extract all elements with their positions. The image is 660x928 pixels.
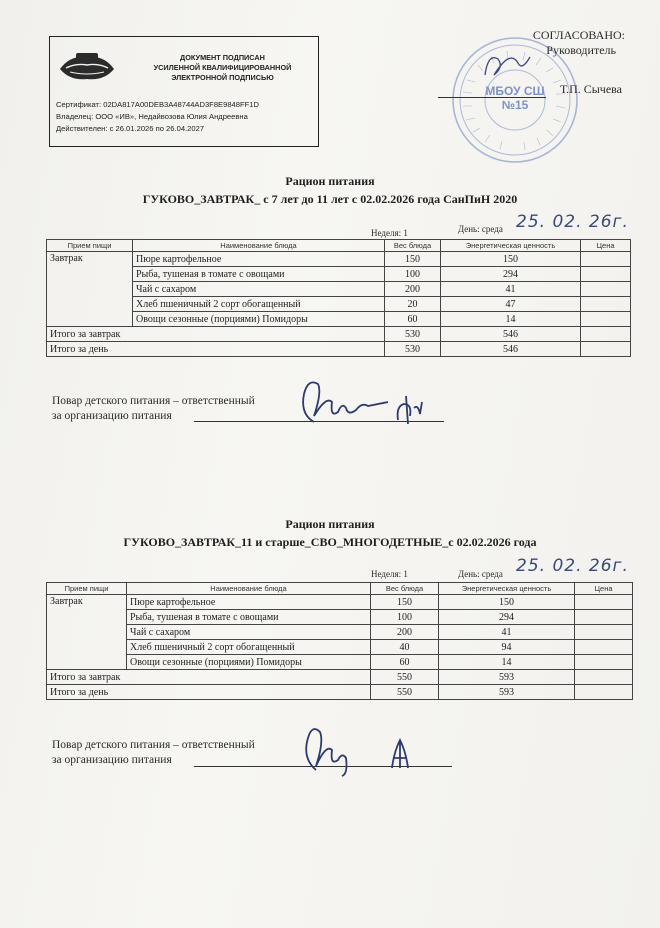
footer-line2: за организацию питания (52, 754, 172, 766)
table-row (47, 252, 631, 267)
approval-agreed: СОГЛАСОВАНО: (532, 28, 625, 42)
total-weight: 550 (371, 685, 439, 700)
energy-cell: 14 (441, 312, 581, 327)
total-row (47, 327, 631, 342)
total-row (47, 685, 633, 700)
price-cell (575, 640, 633, 655)
total-weight: 530 (385, 342, 441, 357)
dish-cell: Рыба, тушеная в томате с овощами (127, 610, 371, 625)
menu2-title: Рацион питания (285, 517, 375, 531)
total-energy: 593 (439, 685, 575, 700)
footer-line1: Повар детского питания – ответственный (52, 395, 255, 407)
certificate-owner: Владелец: ООО «ИВ», Недайвозова Юлия Андреевна (56, 112, 248, 121)
weight-cell: 100 (385, 267, 441, 282)
menu1-cook-signature (292, 372, 442, 432)
energy-cell: 47 (441, 297, 581, 312)
menu1-handwritten-date: 25. 02. 26г. (516, 212, 629, 232)
table-row (47, 625, 633, 640)
column-header: Вес блюда (371, 583, 439, 595)
menu2-footer (52, 738, 255, 768)
table-header-row (47, 583, 633, 595)
price-cell (581, 282, 631, 297)
table-row (47, 312, 631, 327)
table-row (47, 640, 633, 655)
price-cell (581, 297, 631, 312)
company-logo (56, 51, 118, 85)
dish-cell: Чай с сахаром (127, 625, 371, 640)
dish-cell: Чай с сахаром (133, 282, 385, 297)
total-energy: 546 (441, 327, 581, 342)
column-header: Цена (581, 240, 631, 252)
total-price (575, 685, 633, 700)
price-cell (581, 252, 631, 267)
menu1-footer (52, 394, 255, 424)
dish-cell: Пюре картофельное (133, 252, 385, 267)
weight-cell: 40 (371, 640, 439, 655)
menu2-subtitle: ГУКОВО_ЗАВТРАК_11 и старше_СВО_МНОГОДЕТНЫЕ_с 02.02.2026 года (123, 535, 537, 549)
energy-cell: 41 (441, 282, 581, 297)
dish-cell: Овощи сезонные (порциями) Помидоры (127, 655, 371, 670)
column-header: Прием пищи (47, 583, 127, 595)
energy-cell: 294 (441, 267, 581, 282)
column-header: Наименование блюда (133, 240, 385, 252)
price-cell (575, 595, 633, 610)
column-header: Вес блюда (385, 240, 441, 252)
energy-cell: 294 (439, 610, 575, 625)
table-row (47, 297, 631, 312)
table-row (47, 267, 631, 282)
column-header: Наименование блюда (127, 583, 371, 595)
certificate-id: Сертификат: 02DA817A00DEB3A48744AD3F8E9848FF1D (56, 100, 259, 109)
column-header: Прием пищи (47, 240, 133, 252)
total-label: Итого за завтрак (47, 327, 385, 342)
total-price (581, 342, 631, 357)
meal-cell: Завтрак (47, 252, 133, 327)
dish-cell: Пюре картофельное (127, 595, 371, 610)
certificate-details (56, 99, 318, 135)
approval-signature-line (438, 97, 546, 98)
energy-cell: 150 (441, 252, 581, 267)
table-row (47, 595, 633, 610)
weight-cell: 200 (385, 282, 441, 297)
price-cell (575, 655, 633, 670)
menu2-cook-signature (296, 718, 446, 778)
total-label: Итого за завтрак (47, 670, 371, 685)
table-row (47, 610, 633, 625)
approval-name: Т.П. Сычева (559, 82, 622, 96)
approval-role: Руководитель (546, 43, 616, 57)
price-cell (575, 625, 633, 640)
table-row (47, 655, 633, 670)
weight-cell: 150 (385, 252, 441, 267)
menu1-day: День: среда (458, 224, 503, 234)
meal-cell: Завтрак (47, 595, 127, 670)
total-energy: 546 (441, 342, 581, 357)
total-weight: 550 (371, 670, 439, 685)
weight-cell: 200 (371, 625, 439, 640)
table-header-row (47, 240, 631, 252)
price-cell (575, 610, 633, 625)
total-row (47, 342, 631, 357)
total-row (47, 670, 633, 685)
menu2-week: Неделя: 1 (371, 569, 408, 579)
column-header: Цена (575, 583, 633, 595)
energy-cell: 41 (439, 625, 575, 640)
certificate-title: ДОКУМЕНТ ПОДПИСАН УСИЛЕННОЙ КВАЛИФИЦИРОВАННОЙ ЭЛЕКТРОННОЙ ПОДПИСЬЮ (153, 53, 292, 82)
price-cell (581, 312, 631, 327)
table-row (47, 282, 631, 297)
total-price (575, 670, 633, 685)
e-signature-certificate (49, 36, 319, 147)
menu2-day: День: среда (458, 569, 503, 579)
energy-cell: 14 (439, 655, 575, 670)
menu1-subtitle: ГУКОВО_ЗАВТРАК_ с 7 лет до 11 лет с 02.02.2026 года СанПиН 2020 (142, 192, 518, 206)
footer-line1: Повар детского питания – ответственный (52, 739, 255, 751)
certificate-validity: Действителен: с 26.01.2026 по 26.04.2027 (56, 124, 205, 133)
menu2-handwritten-date: 25. 02. 26г. (516, 556, 629, 576)
energy-cell: 94 (439, 640, 575, 655)
total-label: Итого за день (47, 685, 371, 700)
stamp-center-text: МБОУ СШ №15 (485, 84, 545, 112)
menu1-week: Неделя: 1 (371, 228, 408, 238)
dish-cell: Рыба, тушеная в томате с овощами (133, 267, 385, 282)
menu1-title: Рацион питания (285, 174, 375, 188)
total-label: Итого за день (47, 342, 385, 357)
column-header: Энергетическая ценность (439, 583, 575, 595)
footer-line2: за организацию питания (52, 410, 172, 422)
dish-cell: Овощи сезонные (порциями) Помидоры (133, 312, 385, 327)
energy-cell: 150 (439, 595, 575, 610)
total-energy: 593 (439, 670, 575, 685)
total-price (581, 327, 631, 342)
weight-cell: 100 (371, 610, 439, 625)
dish-cell: Хлеб пшеничный 2 сорт обогащенный (127, 640, 371, 655)
weight-cell: 60 (371, 655, 439, 670)
menu1-table (46, 239, 631, 357)
dish-cell: Хлеб пшеничный 2 сорт обогащенный (133, 297, 385, 312)
weight-cell: 150 (371, 595, 439, 610)
total-weight: 530 (385, 327, 441, 342)
director-signature (480, 45, 535, 85)
weight-cell: 60 (385, 312, 441, 327)
column-header: Энергетическая ценность (441, 240, 581, 252)
price-cell (581, 267, 631, 282)
weight-cell: 20 (385, 297, 441, 312)
menu2-table (46, 582, 633, 700)
